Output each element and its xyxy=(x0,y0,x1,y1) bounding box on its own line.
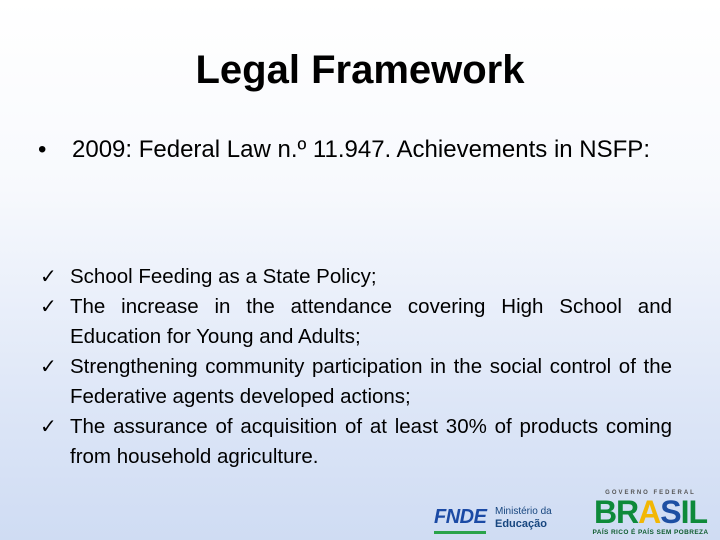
brasil-letter: A xyxy=(638,494,661,530)
brasil-letter: S xyxy=(660,494,681,530)
fnde-logo: FNDE xyxy=(434,506,487,528)
brasil-top-text: GOVERNO FEDERAL xyxy=(605,490,696,496)
brasil-slogan: PAÍS RICO É PAÍS SEM POBREZA xyxy=(592,529,709,536)
list-item xyxy=(40,352,672,412)
checkmark-icon: ✓ xyxy=(40,356,57,378)
brasil-letter: B xyxy=(593,494,617,530)
checkmark-icon: ✓ xyxy=(40,296,57,318)
brasil-letter: R xyxy=(616,494,639,530)
ministry-logo xyxy=(495,506,565,530)
bullet-icon: • xyxy=(38,136,47,163)
checkmark-icon: ✓ xyxy=(40,416,57,438)
brasil-letter: L xyxy=(688,494,708,530)
brasil-letter: I xyxy=(680,494,689,530)
slide-title: Legal Framework xyxy=(195,48,525,92)
brasil-government-logo xyxy=(583,490,718,538)
achievements-list xyxy=(40,262,672,472)
list-item xyxy=(40,412,672,472)
list-item xyxy=(40,262,672,292)
main-bullet-text: 2009: Federal Law n.º 11.947. Achievements in NSFP: xyxy=(72,136,650,163)
list-item xyxy=(40,292,672,352)
list-item-text: The assurance of acquisition of at least 30% of products coming from household agriculture. xyxy=(70,415,672,468)
fnde-logo-underline xyxy=(434,531,486,534)
main-bullet xyxy=(38,134,678,165)
list-item-text: Strengthening community participation in the social control of the Federative agents developed actions; xyxy=(70,355,672,408)
footer-logos xyxy=(0,488,720,540)
ministry-line2: Educação xyxy=(495,518,547,530)
list-item-text: School Feeding as a State Policy; xyxy=(70,265,377,288)
list-item-text: The increase in the attendance covering High School and Education for Young and Adults; xyxy=(70,295,672,348)
ministry-line1: Ministério da xyxy=(495,506,552,517)
checkmark-icon: ✓ xyxy=(40,266,57,288)
brasil-wordmark xyxy=(583,496,718,528)
